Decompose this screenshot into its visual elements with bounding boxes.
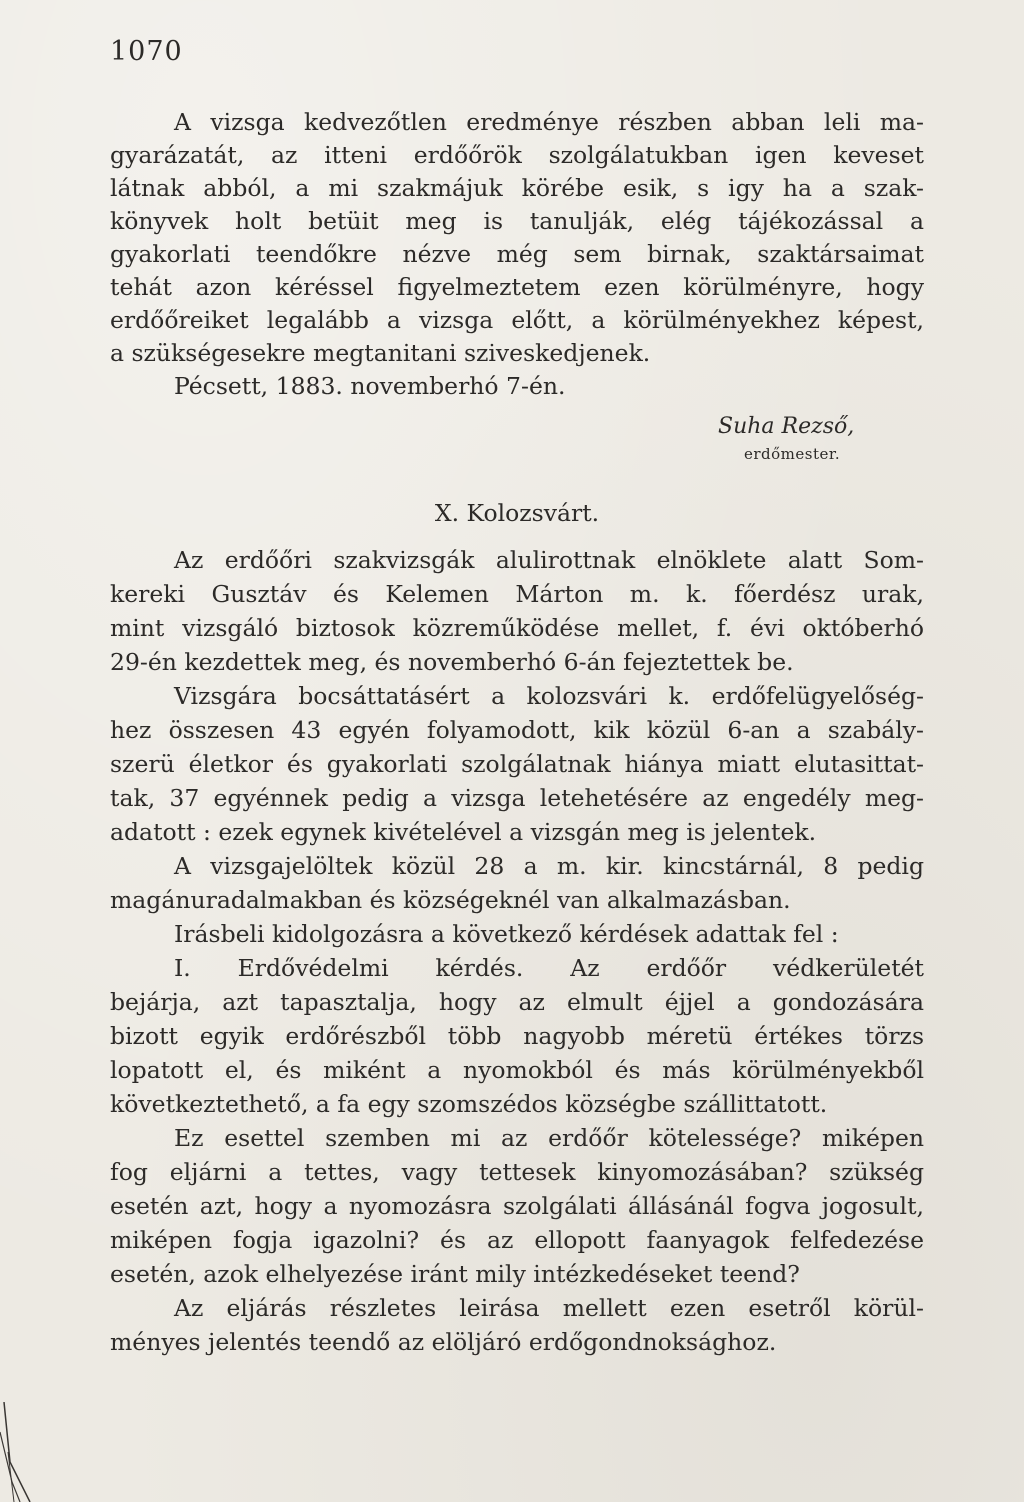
text-line: esetén azt, hogy a nyomozásra szolgálati állásánál fogva jogosult, (110, 1192, 924, 1220)
text-line: látnak abból, a mi szakmájuk körébe esik, s igy ha a szak- (110, 174, 924, 202)
text-line: gyakorlati teendőkre nézve még sem birnak, szaktársaimat (110, 240, 924, 268)
signature-title: erdőmester. (744, 445, 841, 463)
section-heading: X. Kolozsvárt. (434, 499, 600, 527)
text-line: magánuradalmakban és községeknél van alkalmazásban. (110, 886, 791, 914)
text-line: A vizsga kedvezőtlen eredménye részben abban leli ma- (174, 108, 924, 136)
text-line: 29-én kezdettek meg, és novemberhó 6-án fejeztettek be. (110, 648, 794, 676)
text-line: lopatott el, és miként a nyomokból és más körülményekből (110, 1056, 924, 1084)
text-line: esetén, azok elhelyezése iránt mily intézkedéseket teend? (110, 1260, 800, 1288)
text-line: I. Erdővédelmi kérdés. Az erdőőr védkerületét (174, 954, 924, 982)
text-line: szerü életkor és gyakorlati szolgálatnak hiánya miatt elutasittat- (110, 750, 924, 778)
text-line: A vizsgajelöltek közül 28 a m. kir. kincstárnál, 8 pedig (174, 852, 924, 880)
text-line: Vizsgára bocsáttatásért a kolozsvári k. erdőfelügyelőség- (174, 682, 924, 710)
text-line: ményes jelentés teendő az elöljáró erdőgondnoksághoz. (110, 1328, 777, 1356)
text-line: Az eljárás részletes leirása mellett ezen esetről körül- (174, 1294, 924, 1322)
text-line: következtethető, a fa egy szomszédos községbe szállittatott. (110, 1090, 828, 1118)
text-line: Ez esettel szemben mi az erdőőr kötelessége? miképen (174, 1124, 924, 1152)
text-line: miképen fogja igazolni? és az ellopott faanyagok felfedezése (110, 1226, 924, 1254)
text-line: erdőőreiket legalább a vizsga előtt, a körülményekhez képest, (110, 306, 924, 334)
page-number: 1070 (110, 36, 183, 67)
text-line: adatott : ezek egynek kivételével a vizsgán meg is jelentek. (110, 818, 817, 846)
text-line: könyvek holt betüit meg is tanulják, elég tájékozással a (110, 207, 924, 235)
text-line: bejárja, azt tapasztalja, hogy az elmult éjjel a gondozására (110, 988, 924, 1016)
page-scratch-marks (0, 1402, 60, 1502)
text-line: tehát azon kéréssel figyelmeztetem ezen körülményre, hogy (110, 273, 924, 301)
signature-name: Suha Rezső, (718, 414, 855, 439)
text-line: hez összesen 43 egyén folyamodott, kik közül 6-an a szabály- (110, 716, 924, 744)
text-line: gyarázatát, az itteni erdőőrök szolgálatukban igen keveset (110, 141, 924, 169)
text-line: mint vizsgáló biztosok közreműködése mellet, f. évi októberhó (110, 614, 924, 642)
text-line: tak, 37 egyénnek pedig a vizsga letehetésére az engedély meg- (110, 784, 924, 812)
text-line: fog eljárni a tettes, vagy tettesek kinyomozásában? szükség (110, 1158, 924, 1186)
text-line: a szükségesekre megtanitani sziveskedjenek. (110, 339, 651, 367)
dateline: Pécsett, 1883. novemberhó 7-én. (174, 372, 566, 400)
text-line: kereki Gusztáv és Kelemen Márton m. k. főerdész urak, (110, 580, 924, 608)
text-line: Az erdőőri szakvizsgák alulirottnak elnöklete alatt Som- (174, 546, 924, 574)
text-line: Irásbeli kidolgozásra a következő kérdések adattak fel : (174, 920, 839, 948)
text-line: bizott egyik erdőrészből több nagyobb méretü értékes törzs (110, 1022, 924, 1050)
